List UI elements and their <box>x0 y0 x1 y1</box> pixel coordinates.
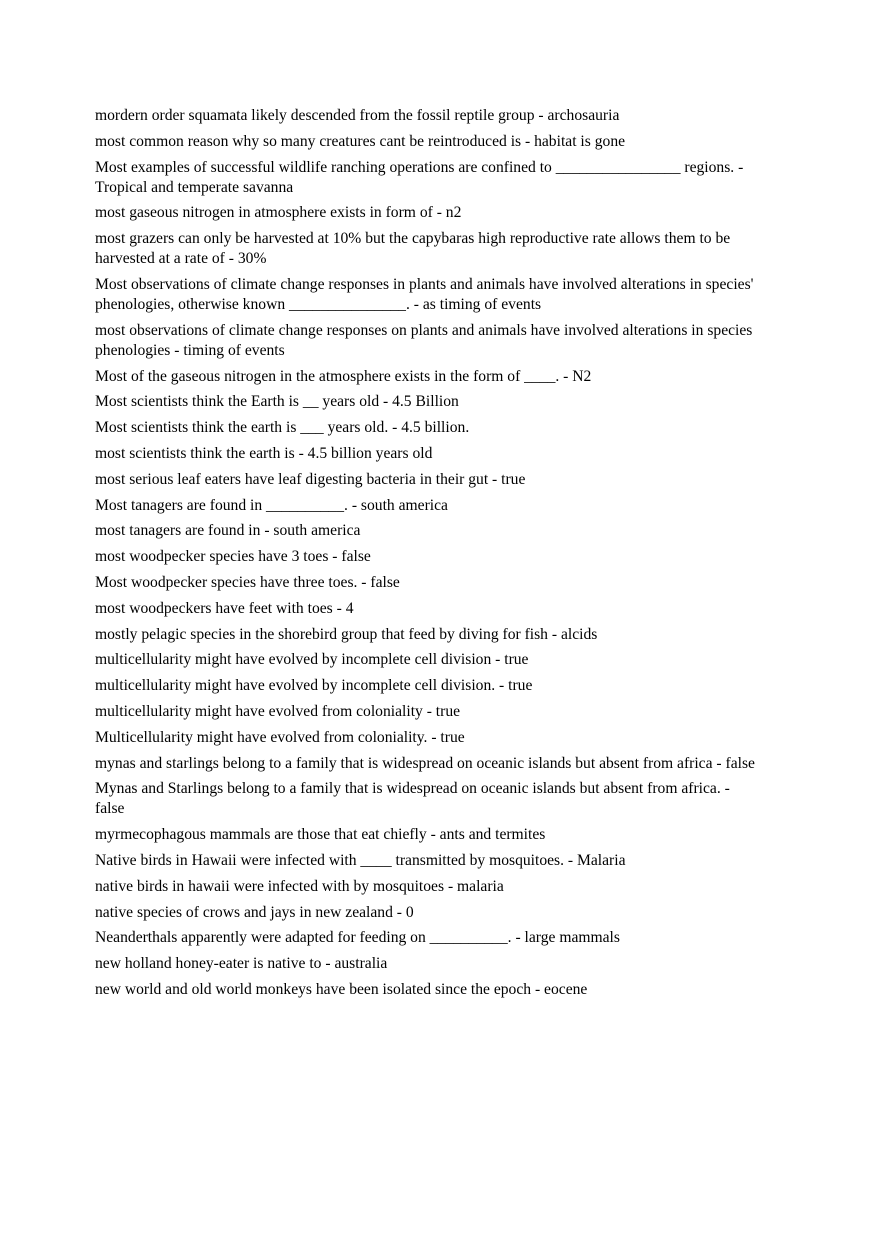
flashcard-entry: multicellularity might have evolved by incomplete cell division - true <box>95 651 529 669</box>
flashcard-entry: most tanagers are found in - south america <box>95 522 361 540</box>
flashcard-entry: Most tanagers are found in __________. - south america <box>95 496 448 514</box>
flashcard-entry: most serious leaf eaters have leaf digesting bacteria in their gut - true <box>95 470 526 488</box>
flashcard-entry: myrmecophagous mammals are those that eat chiefly - ants and termites <box>95 826 546 844</box>
flashcard-entry: most woodpeckers have feet with toes - 4 <box>95 599 354 617</box>
flashcard-entry: new holland honey-eater is native to - australia <box>95 955 388 973</box>
flashcard-entry: Neanderthals apparently were adapted for feeding on __________. - large mammals <box>95 929 620 947</box>
flashcard-entry: Native birds in Hawaii were infected with ____ transmitted by mosquitoes. - Malaria <box>95 851 626 869</box>
flashcard-entry: most gaseous nitrogen in atmosphere exists in form of - n2 <box>95 204 462 222</box>
flashcard-list <box>95 106 755 1006</box>
flashcard-entry: Most of the gaseous nitrogen in the atmosphere exists in the form of ____. - N2 <box>95 367 592 385</box>
flashcard-entry: Most examples of successful wildlife ranching operations are confined to ________________ regions. - Tropical and temperate savanna <box>95 158 744 196</box>
flashcard-entry: native birds in hawaii were infected with by mosquitoes - malaria <box>95 877 504 895</box>
flashcard-entry: Most scientists think the Earth is __ years old - 4.5 Billion <box>95 393 459 411</box>
flashcard-entry: native species of crows and jays in new zealand - 0 <box>95 903 414 921</box>
flashcard-entry: most woodpecker species have 3 toes - false <box>95 548 371 566</box>
flashcard-entry: Multicellularity might have evolved from coloniality. - true <box>95 728 465 746</box>
flashcard-entry: Most scientists think the earth is ___ years old. - 4.5 billion. <box>95 419 470 437</box>
flashcard-entry: mostly pelagic species in the shorebird group that feed by diving for fish - alcids <box>95 625 598 643</box>
flashcard-entry: new world and old world monkeys have been isolated since the epoch - eocene <box>95 980 588 998</box>
flashcard-entry: most grazers can only be harvested at 10% but the capybaras high reproductive rate allows them to be harvested at a rate of - 30% <box>95 230 731 268</box>
flashcard-entry: most observations of climate change responses on plants and animals have involved alterations in species phenologies - timing of events <box>95 321 753 359</box>
flashcard-entry: mynas and starlings belong to a family that is widespread on oceanic islands but absent from africa - false <box>95 754 755 772</box>
flashcard-entry: Mynas and Starlings belong to a family that is widespread on oceanic islands but absent from africa. - false <box>95 780 730 818</box>
flashcard-entry: Most woodpecker species have three toes. - false <box>95 573 400 591</box>
flashcard-entry: multicellularity might have evolved by incomplete cell division. - true <box>95 677 533 695</box>
flashcard-entry: most common reason why so many creatures cant be reintroduced is - habitat is gone <box>95 132 626 150</box>
flashcard-entry: most scientists think the earth is - 4.5 billion years old <box>95 444 433 462</box>
flashcard-entry: Most observations of climate change responses in plants and animals have involved alterations in species' phenologies, otherwise known _______________. - as timing of events <box>95 275 754 313</box>
flashcard-entry: multicellularity might have evolved from coloniality - true <box>95 702 461 720</box>
flashcard-entry: mordern order squamata likely descended from the fossil reptile group - archosauria <box>95 107 620 124</box>
